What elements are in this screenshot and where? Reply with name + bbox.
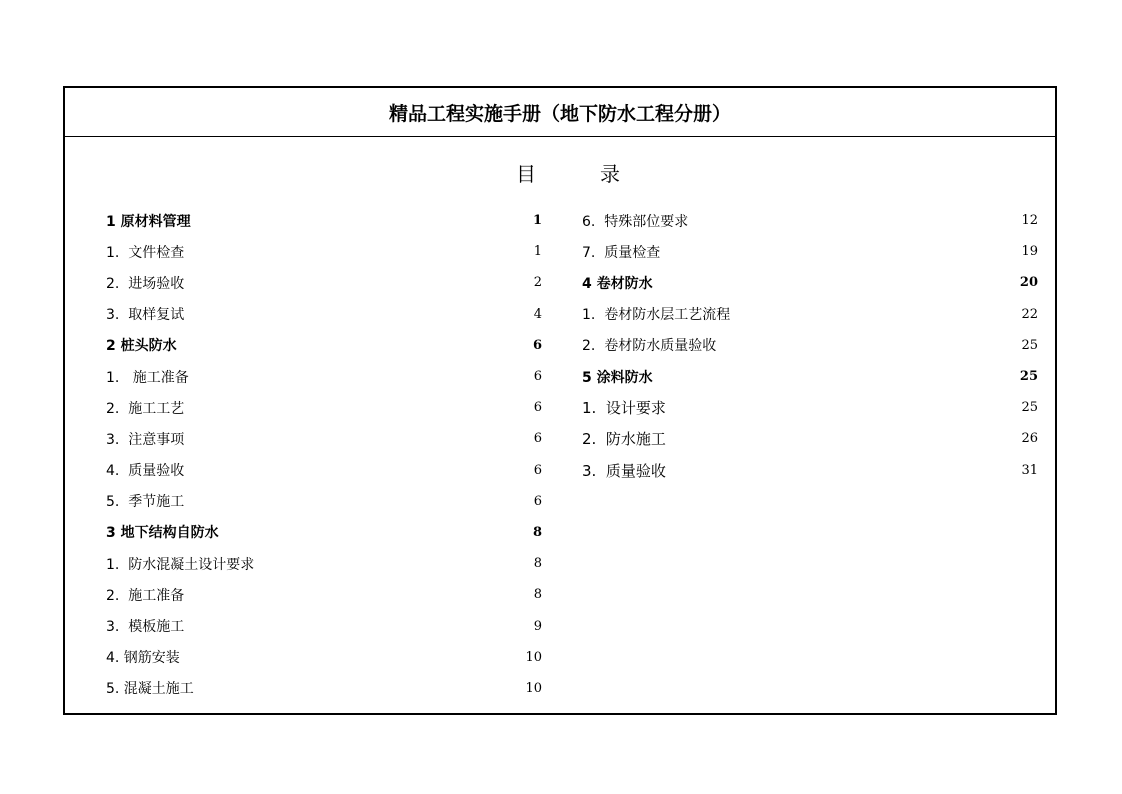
toc-entry-page: 8 — [533, 587, 542, 603]
toc-entry-row — [582, 392, 1038, 423]
toc-heading-char-2: 录 — [600, 162, 620, 186]
toc-entry-label: 3. 模板施工 — [106, 619, 185, 636]
toc-section-row — [106, 517, 542, 548]
toc-entry-label: 5. 季节施工 — [106, 494, 185, 511]
toc-entry-row — [106, 236, 542, 267]
toc-entry-page: 1 — [532, 213, 542, 229]
toc-entry-row — [106, 361, 542, 392]
toc-entry-page: 6 — [532, 337, 542, 353]
toc-entry-label: 1. 文件检查 — [106, 244, 185, 261]
toc-entry-page: 6 — [533, 462, 542, 478]
toc-entry-row — [106, 392, 542, 423]
toc-heading-char-1: 目 — [516, 162, 536, 186]
toc-entry-page: 20 — [1019, 275, 1038, 291]
toc-entry-label: 5 涂料防水 — [582, 369, 653, 386]
toc-entry-label: 7. 质量检查 — [582, 244, 661, 261]
toc-section-row — [582, 267, 1038, 298]
toc-entry-label: 2. 卷材防水质量验收 — [582, 338, 717, 355]
toc-entry-row — [106, 548, 542, 579]
toc-left-column — [106, 205, 542, 704]
toc-entry-page: 10 — [525, 649, 542, 665]
toc-entry-label: 4 卷材防水 — [582, 275, 653, 292]
toc-entry-label: 1. 施工准备 — [106, 369, 189, 386]
toc-entry-page: 25 — [1019, 369, 1038, 385]
toc-entry-label: 2 桩头防水 — [106, 338, 177, 355]
toc-entry-row — [582, 423, 1038, 454]
toc-right-column — [582, 205, 1038, 486]
toc-entry-row — [106, 486, 542, 517]
toc-entry-page: 4 — [533, 306, 542, 322]
toc-entry-page: 6 — [533, 431, 542, 447]
toc-entry-label: 1. 卷材防水层工艺流程 — [582, 307, 731, 324]
toc-entry-row — [582, 205, 1038, 236]
toc-entry-page: 6 — [533, 369, 542, 385]
toc-entry-row — [582, 236, 1038, 267]
toc-section-row — [106, 330, 542, 361]
toc-entry-page: 9 — [533, 618, 542, 634]
toc-entry-label: 2. 防水施工 — [582, 430, 666, 449]
toc-entry-page: 19 — [1021, 244, 1038, 260]
toc-section-row — [106, 205, 542, 236]
toc-entry-row — [106, 673, 542, 704]
toc-entry-label: 4. 质量验收 — [106, 463, 185, 480]
toc-entry-page: 1 — [533, 244, 542, 260]
toc-entry-page: 6 — [533, 400, 542, 416]
toc-entry-row — [106, 579, 542, 610]
toc-entry-label: 4. 钢筋安装 — [106, 650, 180, 667]
toc-entry-page: 25 — [1021, 400, 1038, 416]
toc-entry-label: 1. 设计要求 — [582, 399, 666, 418]
toc-entry-page: 8 — [533, 556, 542, 572]
toc-entry-page: 22 — [1021, 306, 1038, 322]
toc-entry-row — [582, 299, 1038, 330]
toc-entry-page: 12 — [1021, 213, 1038, 229]
toc-entry-page: 26 — [1021, 431, 1038, 447]
toc-entry-row — [106, 455, 542, 486]
toc-entry-label: 1. 防水混凝土设计要求 — [106, 556, 255, 573]
toc-entry-page: 2 — [533, 275, 542, 291]
toc-entry-page: 31 — [1021, 462, 1038, 478]
toc-entry-label: 3 地下结构自防水 — [106, 525, 219, 542]
toc-entry-label: 6. 特殊部位要求 — [582, 213, 689, 230]
toc-entry-row — [106, 642, 542, 673]
toc-section-row — [582, 361, 1038, 392]
toc-entry-page: 6 — [533, 493, 542, 509]
toc-entry-label: 2. 施工准备 — [106, 587, 185, 604]
toc-entry-row — [106, 299, 542, 330]
toc-entry-label: 2. 进场验收 — [106, 275, 185, 292]
toc-entry-row — [106, 423, 542, 454]
toc-entry-label: 3. 注意事项 — [106, 431, 185, 448]
document-title: 精品工程实施手册（地下防水工程分册） — [65, 88, 1055, 137]
toc-frame — [63, 86, 1057, 715]
toc-entry-label: 2. 施工工艺 — [106, 400, 185, 417]
toc-entry-page: 10 — [525, 680, 542, 696]
toc-entry-label: 5. 混凝土施工 — [106, 681, 194, 698]
toc-entry-label: 1 原材料管理 — [106, 213, 191, 230]
toc-entry-row — [106, 610, 542, 641]
toc-entry-row — [582, 330, 1038, 361]
toc-entry-label: 3. 取样复试 — [106, 307, 185, 324]
toc-entry-page: 25 — [1021, 337, 1038, 353]
toc-entry-row — [106, 267, 542, 298]
toc-entry-page: 8 — [532, 524, 542, 540]
toc-entry-row — [582, 455, 1038, 486]
toc-entry-label: 3. 质量验收 — [582, 461, 666, 480]
